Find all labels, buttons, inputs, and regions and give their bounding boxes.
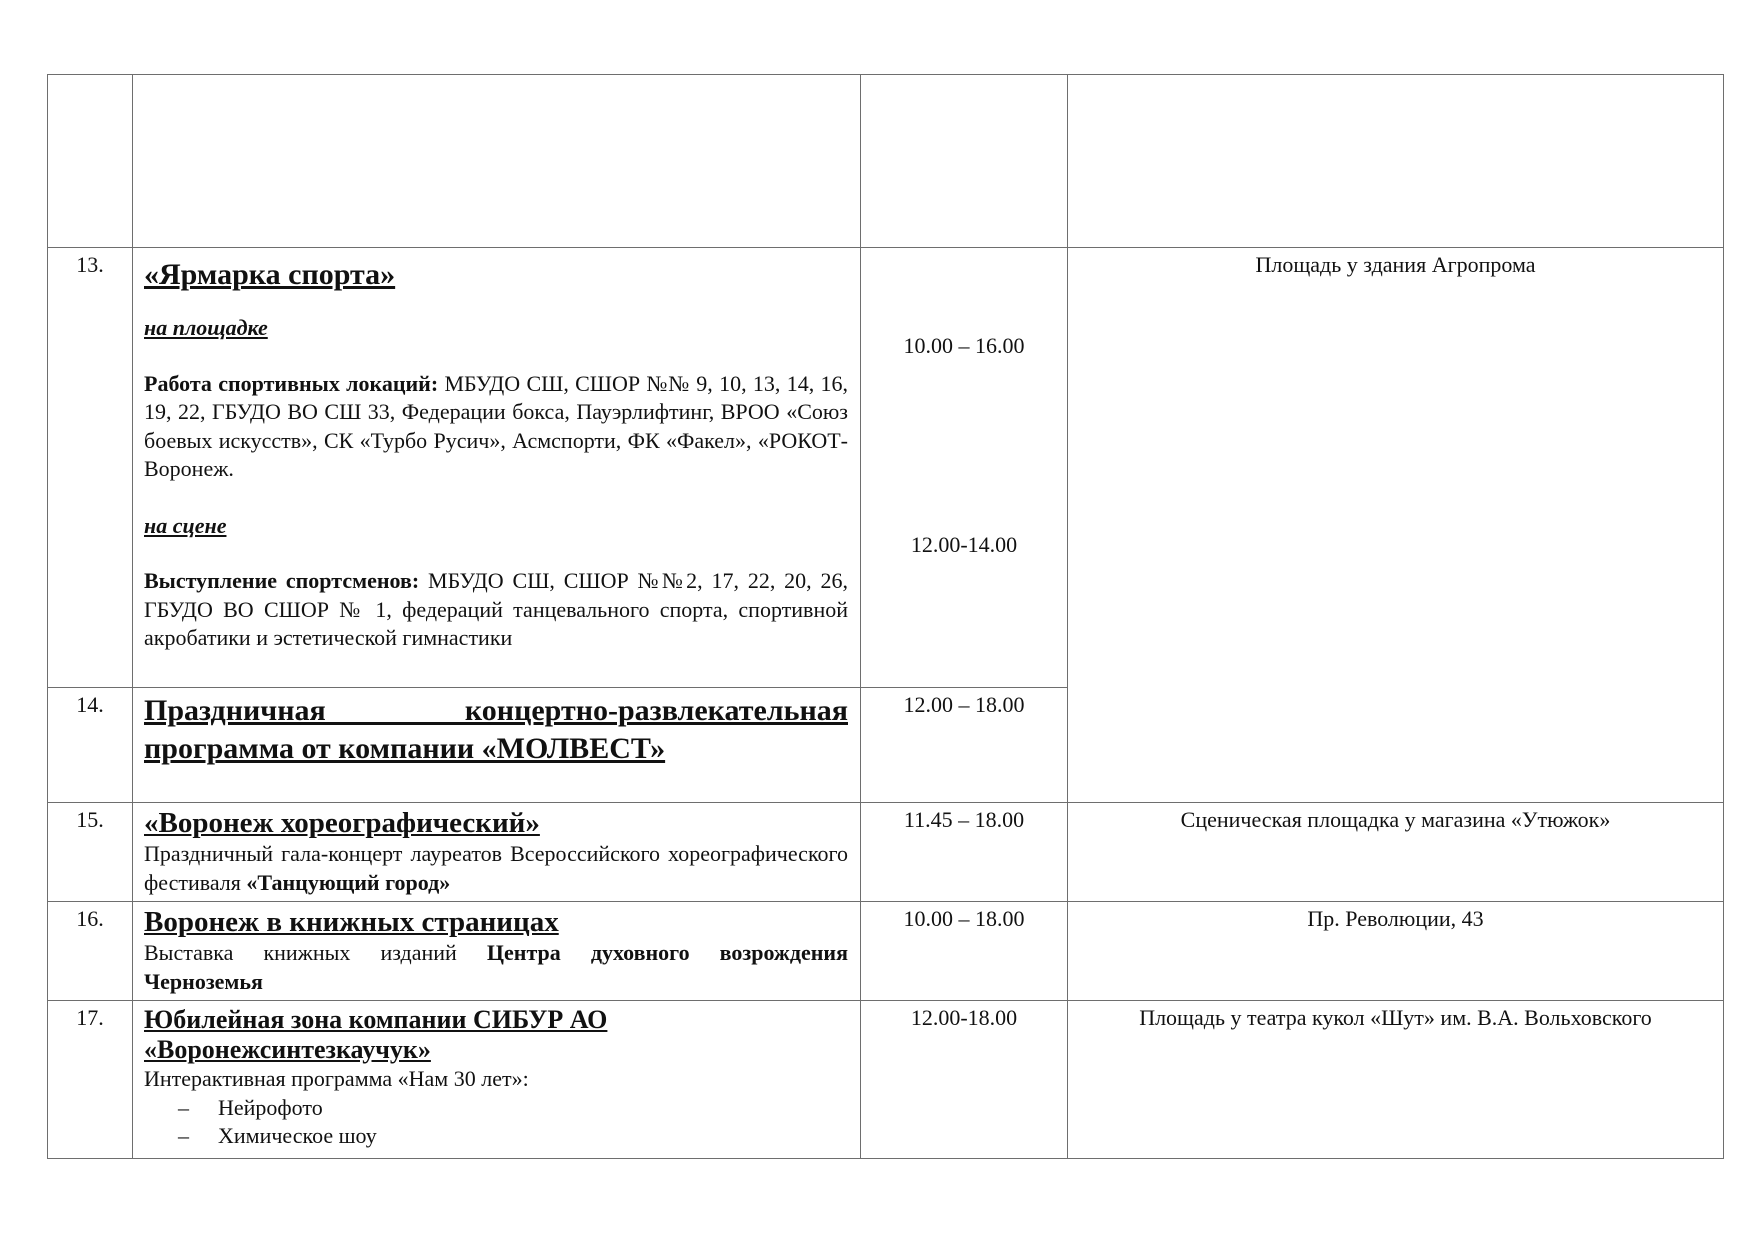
section-text	[144, 567, 848, 653]
table-row	[48, 1001, 1724, 1159]
list-item: – Нейрофото	[178, 1094, 848, 1123]
row-description	[133, 688, 861, 803]
row-place: Площадь у здания Агропрома	[1068, 248, 1724, 803]
list-item: – Химическое шоу	[178, 1122, 848, 1151]
table-row	[48, 248, 1724, 688]
time-slot: 10.00 – 16.00	[903, 333, 1025, 358]
cell-desc	[133, 75, 861, 248]
row-description	[133, 803, 861, 902]
event-text-bold: Центра духовного возрождения Черноземья	[144, 940, 848, 994]
row-description	[133, 902, 861, 1001]
row-number: 13.	[48, 248, 133, 688]
row-place: Сценическая площадка у магазина «Утюжок»	[1068, 803, 1724, 902]
row-number: 14.	[48, 688, 133, 803]
section-label: на сцене	[144, 512, 227, 538]
schedule-table	[47, 74, 1724, 1159]
section-label: на площадке	[144, 315, 268, 340]
section-body: МБУДО СШ, СШОР №№2, 17, 22, 20, 26, ГБУДО ВО СШОР № 1, федераций танцевального спорта, спортивной акробатики и эстетической гимнастики	[144, 568, 849, 650]
event-title: Воронеж в книжных страницах	[144, 906, 559, 938]
event-text-bold: «Танцующий город»	[246, 869, 451, 895]
table-row	[48, 803, 1724, 902]
row-number: 17.	[48, 1001, 133, 1159]
section-body: МБУДО СШ, СШОР №№ 9, 10, 13, 14, 16, 19, 22, ГБУДО ВО СШ 33, Федерации бокса, Пауэрлифтинг, ВРОО «Союз боевых искусств», СК «Турбо Русич», Асмспорти, ФК «Факел», «РОКОТ-Воронеж.	[144, 370, 848, 481]
row-description	[133, 1001, 861, 1159]
cell-time	[861, 75, 1068, 248]
row-description	[133, 248, 861, 688]
cell-num	[48, 75, 133, 248]
event-text: Интерактивная программа «Нам 30 лет»:	[144, 1066, 529, 1091]
table-row	[48, 902, 1724, 1001]
row-place: Площадь у театра кукол «Шут» им. В.А. Вольховского	[1068, 1001, 1724, 1159]
table-row-empty	[48, 75, 1724, 248]
row-number: 15.	[48, 803, 133, 902]
row-time: 10.00 – 18.00	[861, 902, 1068, 1001]
event-list	[144, 1094, 848, 1151]
row-number: 16.	[48, 902, 133, 1001]
section-text	[144, 370, 848, 484]
event-title: «Ярмарка спорта»	[144, 258, 396, 291]
cell-place	[1068, 75, 1724, 248]
row-time	[861, 248, 1068, 688]
row-time: 12.00 – 18.00	[861, 688, 1068, 803]
event-title: Праздничная концертно-развлекательная программа от компании «МОЛВЕСТ»	[144, 694, 848, 765]
event-text	[144, 939, 848, 996]
section-lead: Выступление спортсменов:	[144, 568, 420, 593]
event-text	[144, 840, 848, 897]
event-text-body: Праздничный гала-концерт лауреатов Всероссийского хореографического фестиваля	[144, 841, 848, 895]
event-title: «Воронеж хореографический»	[144, 807, 540, 839]
time-slot: 12.00-14.00	[910, 532, 1018, 557]
event-title: Юбилейная зона компании СИБУР АО «Воронежсинтезкаучук»	[144, 1005, 608, 1064]
row-time: 11.45 – 18.00	[861, 803, 1068, 902]
section-lead: Работа спортивных локаций:	[144, 370, 439, 396]
row-place: Пр. Революции, 43	[1068, 902, 1724, 1001]
event-text-body: Выставка книжных изданий	[144, 940, 487, 965]
row-time: 12.00-18.00	[861, 1001, 1068, 1159]
